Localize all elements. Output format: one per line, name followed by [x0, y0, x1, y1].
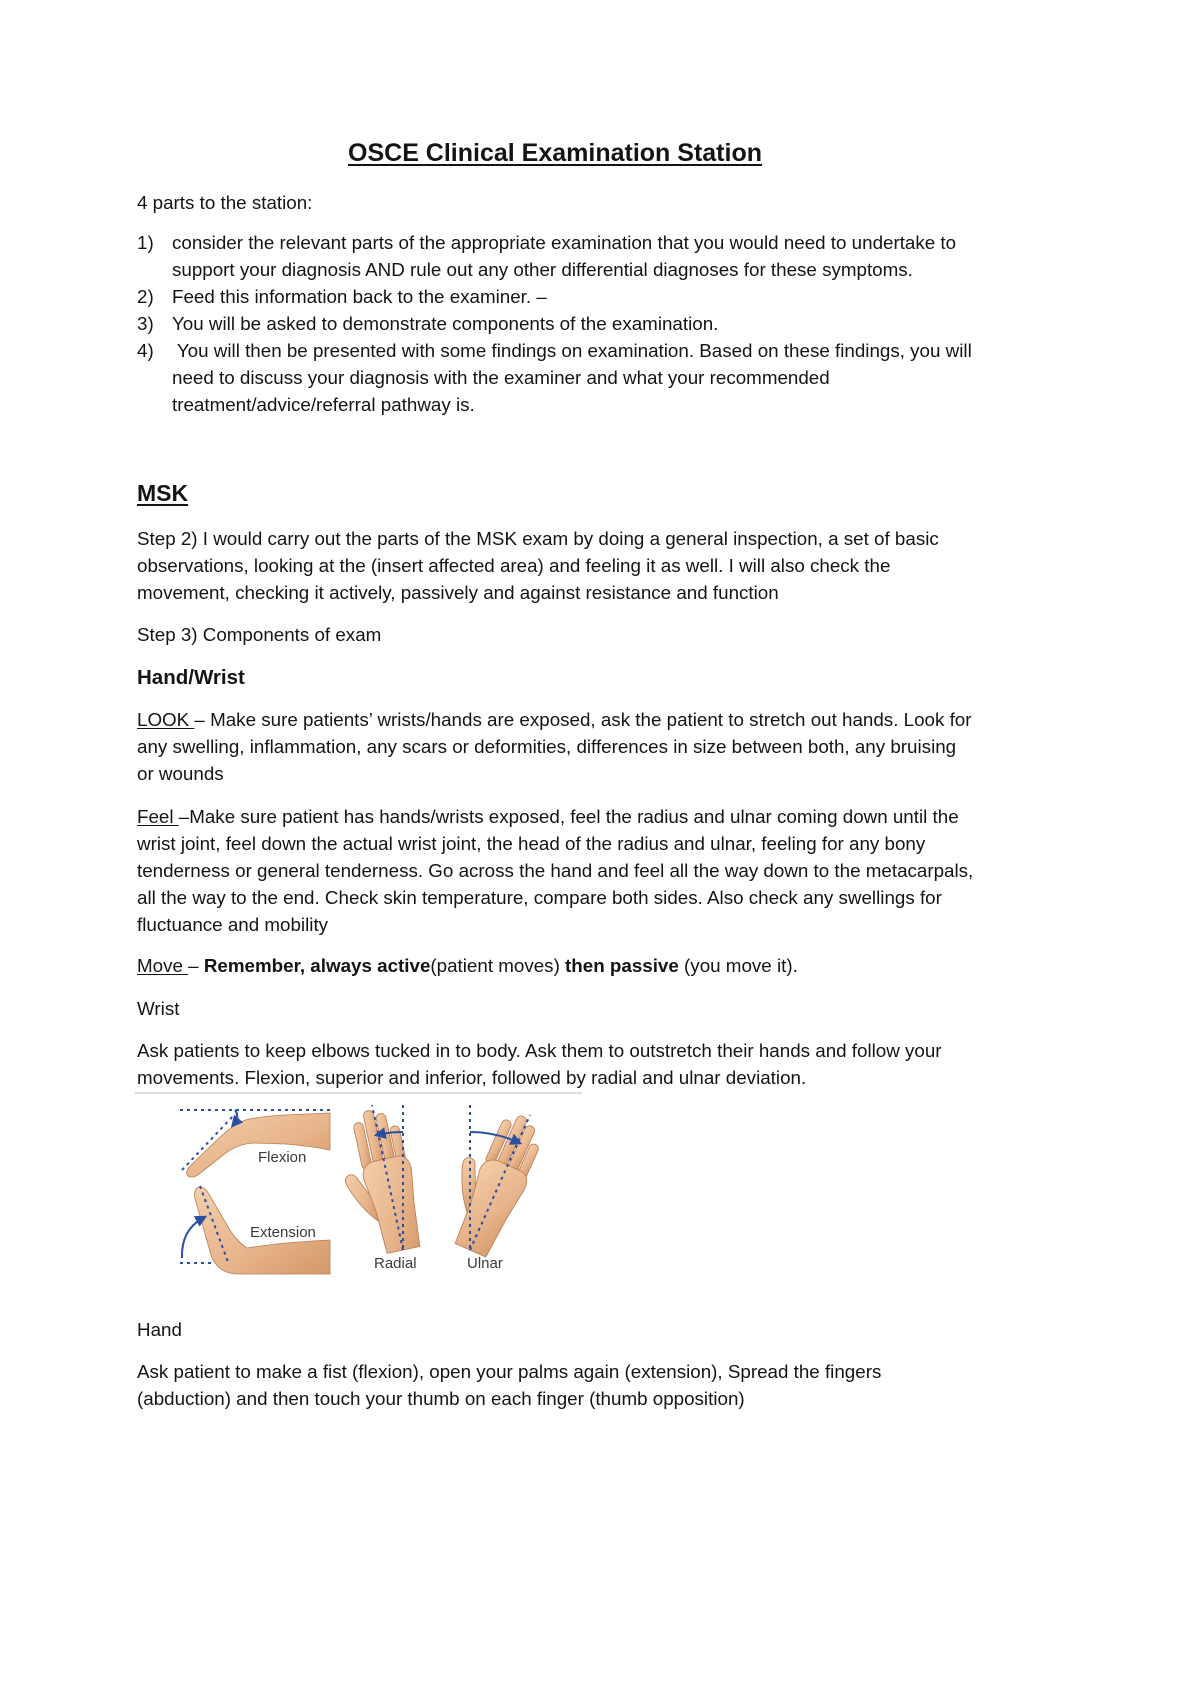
paragraph-line: Ask patients to keep elbows tucked in to body. Ask them to outstretch their hands and follow your [137, 1040, 942, 1061]
step2-paragraph [137, 525, 1017, 606]
move-dash: – [188, 955, 204, 976]
look-label: LOOK [137, 709, 195, 730]
paragraph-line: observations, looking at the (insert affected area) and feeling it as well. I will also check the [137, 555, 891, 576]
paragraph-line [137, 952, 1017, 979]
list-item [137, 229, 1017, 283]
wrist-subheading [137, 995, 1017, 1022]
list-item-line: support your diagnosis AND rule out any other differential diagnoses for these symptoms. [172, 259, 913, 280]
msk-heading: MSK [137, 480, 189, 506]
radial-label: Radial [374, 1255, 417, 1272]
paragraph-line: any swelling, inflammation, any scars or deformities, differences in size between both, any bruising [137, 736, 957, 757]
feel-first-line: –Make sure patient has hands/wrists exposed, feel the radius and ulnar coming down until the [178, 806, 959, 827]
paragraph-line: movements. Flexion, superior and inferior, followed by radial and ulnar deviation. [137, 1067, 807, 1088]
hand-subheading [137, 1316, 1017, 1343]
list-item [137, 337, 1017, 418]
look-paragraph [137, 706, 1017, 787]
list-item-number: 3) [137, 313, 154, 334]
ulnar-hand-image [432, 1102, 552, 1260]
paragraph-line: fluctuance and mobility [137, 914, 329, 935]
feel-paragraph [137, 803, 1017, 938]
paragraph-line: all the way to the end. Check skin temperature, compare both sides. Also check any swellings for [137, 887, 942, 908]
list-item [137, 310, 1017, 337]
intro-text [137, 189, 1017, 216]
list-item-line: treatment/advice/referral pathway is. [172, 394, 475, 415]
paragraph-line: (abduction) and then touch your thumb on each finger (thumb opposition) [137, 1388, 745, 1409]
list-item-number: 4) [137, 340, 154, 361]
wrist-movements-figure [135, 1090, 585, 1285]
hand-wrist-heading: Hand/Wrist [137, 666, 245, 689]
feel-label: Feel [137, 806, 179, 827]
station-parts-list [137, 229, 1017, 418]
extension-label: Extension [250, 1224, 316, 1241]
paragraph-line: or wounds [137, 763, 224, 784]
subheading-line: Hand [137, 1319, 182, 1340]
flexion-hand-image [187, 1113, 330, 1177]
list-item-number: 2) [137, 286, 154, 307]
list-item-line: consider the relevant parts of the appropriate examination that you would need to undertake to [172, 232, 957, 253]
move-normal-text: (patient moves) [430, 955, 560, 976]
move-bold-text: Remember, always active [203, 955, 431, 976]
paragraph-line: movement, checking it actively, passively and against resistance and function [137, 582, 779, 603]
paragraph-line: Step 2) I would carry out the parts of the MSK exam by doing a general inspection, a set of basic [137, 528, 939, 549]
list-item-line: Feed this information back to the examiner. – [172, 286, 547, 307]
list-item [137, 283, 1017, 310]
list-item-number: 1) [137, 232, 154, 253]
move-paragraph [137, 952, 1017, 979]
extension-arrow-icon [182, 1218, 203, 1258]
hand-instructions [137, 1358, 1017, 1412]
paragraph-line: tenderness or general tenderness. Go across the hand and feel all the way down to the metacarpals, [137, 860, 974, 881]
move-bold-text: then passive [559, 955, 679, 976]
list-item-line: You will then be presented with some findings on examination. Based on these findings, you will [172, 340, 972, 361]
flexion-label: Flexion [258, 1149, 307, 1166]
step3-paragraph [137, 621, 1017, 648]
ulnar-label: Ulnar [467, 1255, 503, 1272]
paragraph-line [137, 706, 1017, 733]
list-item-line: You will be asked to demonstrate components of the examination. [172, 313, 719, 334]
move-normal-text: (you move it). [678, 955, 798, 976]
look-first-line: – Make sure patients’ wrists/hands are exposed, ask the patient to stretch out hands. Look for [194, 709, 972, 730]
paragraph-line [137, 803, 1017, 830]
radial-hand-image [332, 1104, 427, 1258]
wrist-instructions [137, 1037, 1017, 1091]
flexion-arrow-icon [234, 1110, 237, 1124]
intro-line: 4 parts to the station: [137, 192, 313, 213]
subheading-line: Wrist [137, 998, 180, 1019]
list-item-line: need to discuss your diagnosis with the examiner and what your recommended [172, 367, 830, 388]
move-label: Move [137, 955, 189, 976]
paragraph-line: Step 3) Components of exam [137, 624, 382, 645]
paragraph-line: Ask patient to make a fist (flexion), open your palms again (extension), Spread the fingers [137, 1361, 882, 1382]
paragraph-line: wrist joint, feel down the actual wrist joint, the head of the radius and ulnar, feeling for any bony [137, 833, 926, 854]
page-title: OSCE Clinical Examination Station [348, 139, 762, 167]
